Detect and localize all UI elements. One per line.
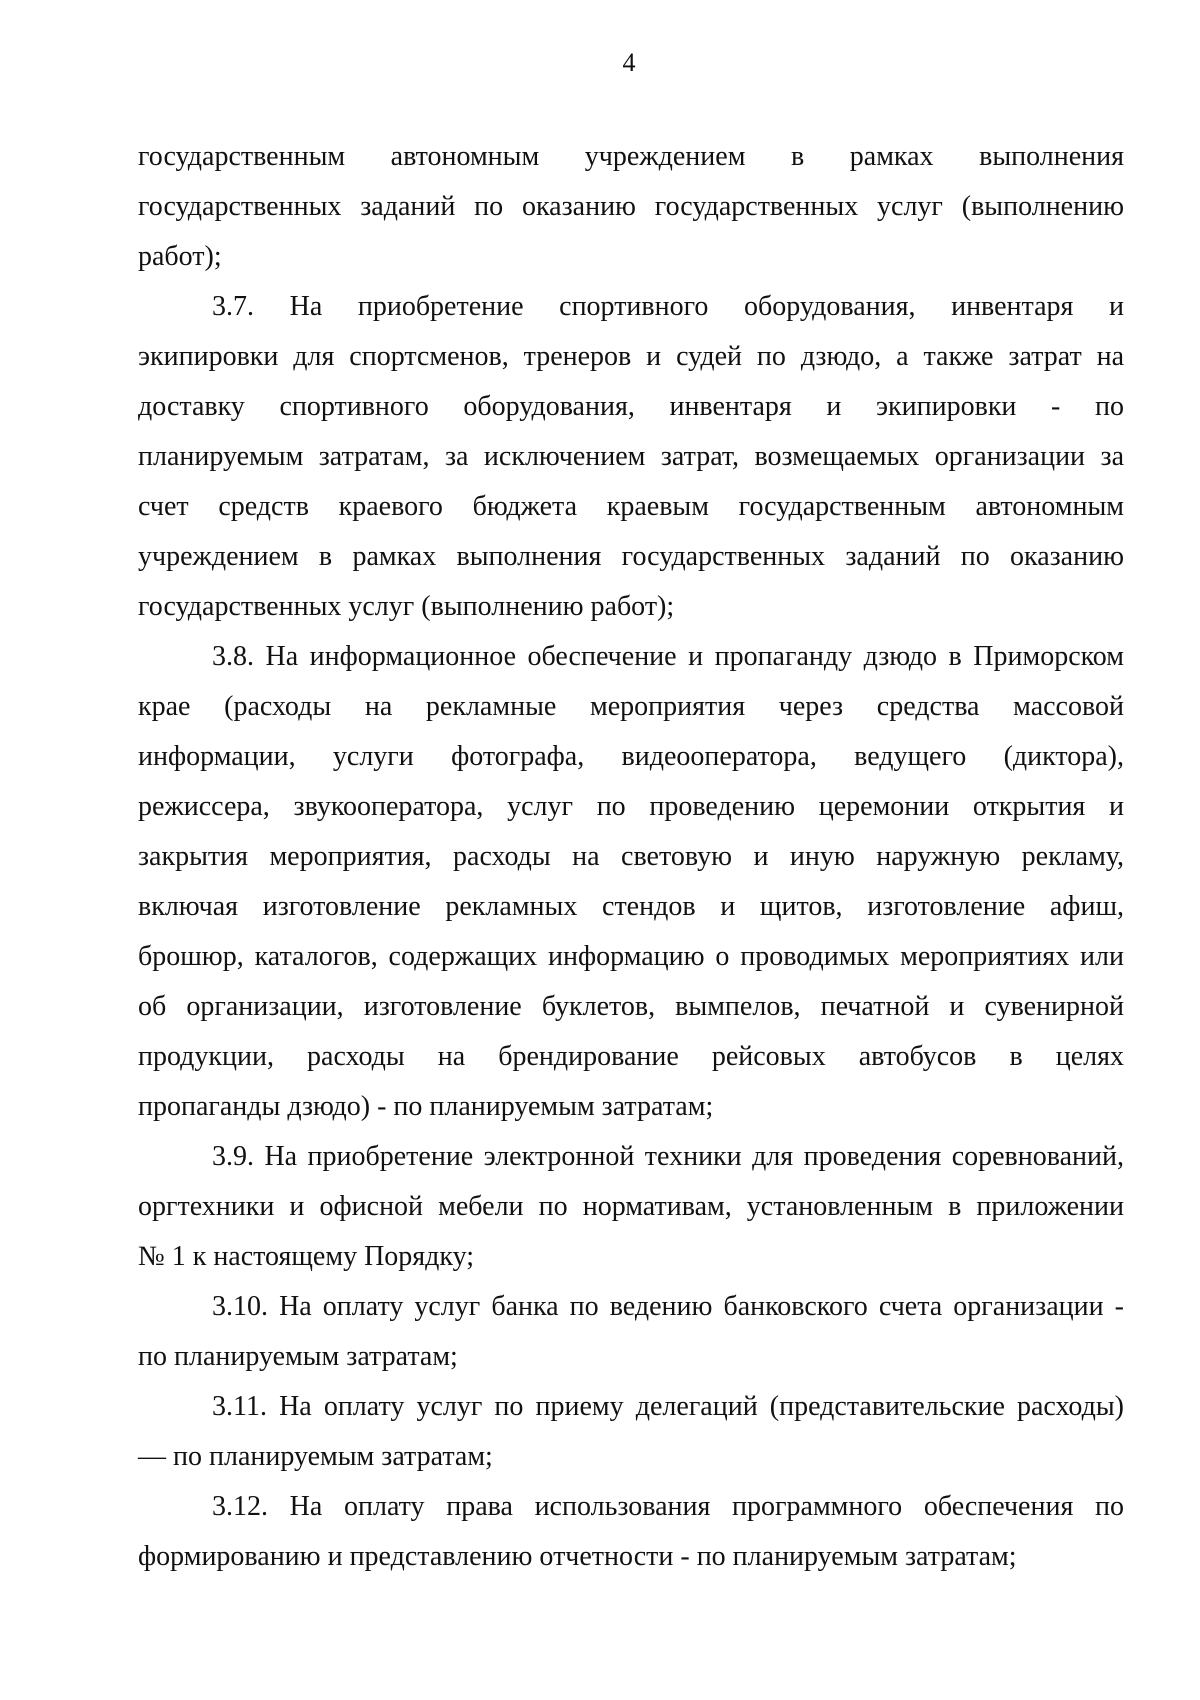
text-line: пропаганды дзюдо) - по планируемым затратам; (138, 1091, 714, 1122)
text-line: информации, услуги фотографа, видеооператора, ведущего (диктора), (138, 741, 1124, 772)
text-line: об организации, изготовление буклетов, вымпелов, печатной и сувенирной (138, 991, 1124, 1022)
text-line: включая изготовление рекламных стендов и щитов, изготовление афиш, (138, 891, 1124, 922)
paragraph-3-9 (138, 1132, 1124, 1282)
paragraph-3-7 (138, 282, 1124, 632)
text-line: экипировки для спортсменов, тренеров и судей по дзюдо, а также затрат на (138, 341, 1124, 372)
paragraph-3-10 (138, 1282, 1124, 1382)
text-line: 3.8. На информационное обеспечение и пропаганду дзюдо в Приморском (212, 641, 1124, 672)
text-line: работ); (138, 241, 222, 272)
text-line: 3.9. На приобретение электронной техники для проведения соревнований, (212, 1141, 1124, 1172)
paragraph-3-8 (138, 632, 1124, 1132)
paragraph-3-6-continuation (138, 132, 1124, 282)
document-body (138, 132, 1124, 1582)
text-line: продукции, расходы на брендирование рейсовых автобусов в целях (138, 1041, 1124, 1072)
text-line: закрытия мероприятия, расходы на световую и иную наружную рекламу, (138, 841, 1124, 872)
text-line: счет средств краевого бюджета краевым государственным автономным (138, 491, 1124, 522)
paragraph-3-11 (138, 1382, 1124, 1482)
text-line: 3.11. На оплату услуг по приему делегаций (представительские расходы) (212, 1391, 1124, 1422)
text-line: государственным автономным учреждением в рамках выполнения (138, 141, 1124, 172)
text-line: по планируемым затратам; (138, 1341, 458, 1372)
text-line: 3.10. На оплату услуг банка по ведению банковского счета организации - (212, 1291, 1124, 1322)
text-line: планируемым затратам, за исключением затрат, возмещаемых организации за (138, 441, 1124, 472)
text-line: государственных услуг (выполнению работ); (138, 591, 675, 622)
text-line: доставку спортивного оборудования, инвентаря и экипировки - по (138, 391, 1124, 422)
page-number: 4 (622, 48, 636, 77)
text-line: учреждением в рамках выполнения государственных заданий по оказанию (138, 541, 1124, 572)
text-line: № 1 к настоящему Порядку; (138, 1241, 475, 1272)
text-line: 3.7. На приобретение спортивного оборудования, инвентаря и (212, 291, 1124, 322)
paragraph-3-12 (138, 1482, 1124, 1582)
text-line: формированию и представлению отчетности - по планируемым затратам; (138, 1541, 1017, 1572)
text-line: государственных заданий по оказанию государственных услуг (выполнению (138, 191, 1124, 222)
text-line: крае (расходы на рекламные мероприятия через средства массовой (138, 691, 1124, 722)
text-line: оргтехники и офисной мебели по нормативам, установленным в приложении (138, 1191, 1124, 1222)
text-line: режиссера, звукооператора, услуг по проведению церемонии открытия и (138, 791, 1124, 822)
text-line: 3.12. На оплату права использования программного обеспечения по (212, 1491, 1124, 1522)
text-line: — по планируемым затратам; (138, 1441, 493, 1472)
text-line: брошюр, каталогов, содержащих информацию о проводимых мероприятиях или (138, 941, 1124, 972)
